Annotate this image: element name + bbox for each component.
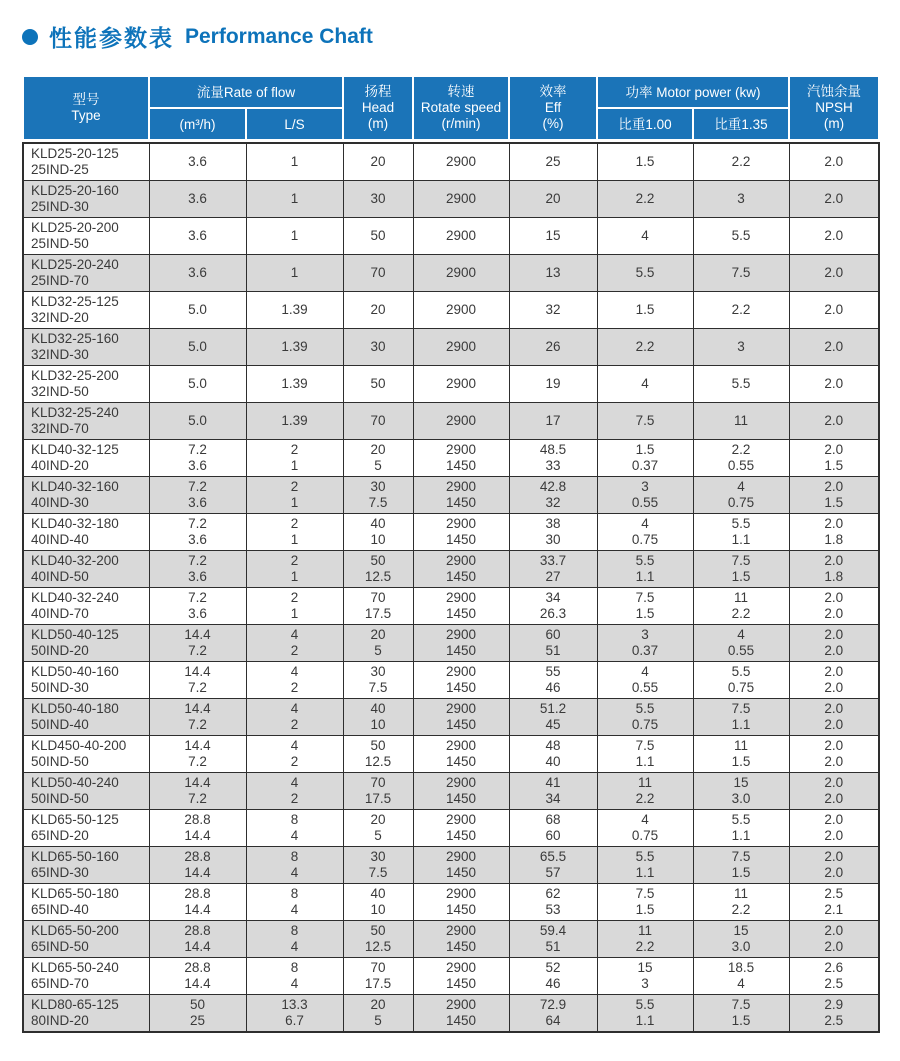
power-sg100-cell: 5.5 1.1 xyxy=(597,551,693,588)
power-sg100-cell: 7.5 xyxy=(597,403,693,440)
table-row xyxy=(23,181,879,218)
col-header-eff-cn: 效率 xyxy=(539,84,567,99)
eff-cell: 20 xyxy=(509,181,597,218)
speed-cell: 2900 1450 xyxy=(413,995,509,1033)
flow-m3h-cell: 28.8 14.4 xyxy=(149,958,246,995)
eff-cell: 17 xyxy=(509,403,597,440)
col-header-eff xyxy=(509,76,597,140)
power-sg135-cell: 4 0.75 xyxy=(693,477,789,514)
table-row xyxy=(23,551,879,588)
power-sg100-cell: 15 3 xyxy=(597,958,693,995)
npsh-cell: 2.0 xyxy=(789,143,879,181)
speed-cell: 2900 xyxy=(413,255,509,292)
table-row xyxy=(23,921,879,958)
flow-m3h-cell: 7.2 3.6 xyxy=(149,477,246,514)
table-row xyxy=(23,588,879,625)
power-sg100-cell: 11 2.2 xyxy=(597,921,693,958)
speed-cell: 2900 1450 xyxy=(413,699,509,736)
flow-ls-cell: 8 4 xyxy=(246,810,343,847)
table-row xyxy=(23,884,879,921)
speed-cell: 2900 xyxy=(413,366,509,403)
flow-ls-cell: 8 4 xyxy=(246,958,343,995)
col-header-eff-en: Eff xyxy=(544,100,562,115)
head-cell: 70 17.5 xyxy=(343,773,413,810)
head-cell: 70 xyxy=(343,255,413,292)
table-row xyxy=(23,292,879,329)
flow-m3h-cell: 5.0 xyxy=(149,403,246,440)
table-row xyxy=(23,995,879,1033)
head-cell: 20 xyxy=(343,292,413,329)
head-cell: 70 xyxy=(343,403,413,440)
eff-cell: 38 30 xyxy=(509,514,597,551)
power-sg100-cell: 4 0.55 xyxy=(597,662,693,699)
head-cell: 50 xyxy=(343,366,413,403)
speed-cell: 2900 xyxy=(413,329,509,366)
power-sg135-cell: 11 2.2 xyxy=(693,884,789,921)
col-header-head-unit: (m) xyxy=(367,116,389,131)
data-table xyxy=(22,142,880,1033)
flow-ls-cell: 8 4 xyxy=(246,921,343,958)
power-sg135-cell: 15 3.0 xyxy=(693,773,789,810)
head-cell: 70 17.5 xyxy=(343,588,413,625)
table-row xyxy=(23,773,879,810)
model-cell: KLD450-40-200 50IND-50 xyxy=(23,736,149,773)
model-cell: KLD40-32-180 40IND-40 xyxy=(23,514,149,551)
power-sg135-cell: 7.5 xyxy=(693,255,789,292)
head-cell: 30 xyxy=(343,329,413,366)
flow-ls-cell: 1.39 xyxy=(246,403,343,440)
power-sg135-cell: 2.2 0.55 xyxy=(693,440,789,477)
col-header-speed xyxy=(413,76,509,140)
power-sg100-cell: 1.5 0.37 xyxy=(597,440,693,477)
col-header-eff-unit: (%) xyxy=(542,116,564,131)
power-sg135-cell: 4 0.55 xyxy=(693,625,789,662)
speed-cell: 2900 1450 xyxy=(413,551,509,588)
npsh-cell: 2.0 2.0 xyxy=(789,736,879,773)
title-english: Performance Chaft xyxy=(185,24,373,48)
eff-cell: 52 46 xyxy=(509,958,597,995)
head-cell: 50 12.5 xyxy=(343,921,413,958)
col-header-head-en: Head xyxy=(361,100,395,115)
npsh-cell: 2.0 xyxy=(789,255,879,292)
eff-cell: 15 xyxy=(509,218,597,255)
bullet-icon xyxy=(22,29,38,45)
power-sg135-cell: 2.2 xyxy=(693,292,789,329)
col-header-npsh-unit: (m) xyxy=(823,116,845,131)
model-cell: KLD40-32-160 40IND-30 xyxy=(23,477,149,514)
head-cell: 40 10 xyxy=(343,699,413,736)
power-sg135-cell: 2.2 xyxy=(693,143,789,181)
flow-m3h-cell: 14.4 7.2 xyxy=(149,625,246,662)
speed-cell: 2900 1450 xyxy=(413,625,509,662)
flow-ls-cell: 8 4 xyxy=(246,884,343,921)
table-row xyxy=(23,514,879,551)
model-cell: KLD65-50-200 65IND-50 xyxy=(23,921,149,958)
flow-ls-cell: 13.3 6.7 xyxy=(246,995,343,1033)
col-header-speed-en: Rotate speed xyxy=(420,100,502,115)
power-sg135-cell: 5.5 1.1 xyxy=(693,514,789,551)
power-sg135-cell: 3 xyxy=(693,329,789,366)
flow-ls-cell: 2 1 xyxy=(246,440,343,477)
npsh-cell: 2.6 2.5 xyxy=(789,958,879,995)
head-cell: 50 12.5 xyxy=(343,736,413,773)
flow-m3h-cell: 28.8 14.4 xyxy=(149,847,246,884)
head-cell: 30 7.5 xyxy=(343,847,413,884)
power-sg100-cell: 4 xyxy=(597,366,693,403)
col-header-npsh-cn: 汽蚀余量 xyxy=(807,84,862,99)
power-sg100-cell: 2.2 xyxy=(597,329,693,366)
model-cell: KLD40-32-125 40IND-20 xyxy=(23,440,149,477)
npsh-cell: 2.0 2.0 xyxy=(789,921,879,958)
power-sg135-cell: 5.5 0.75 xyxy=(693,662,789,699)
speed-cell: 2900 1450 xyxy=(413,921,509,958)
table-row xyxy=(23,366,879,403)
eff-cell: 48.5 33 xyxy=(509,440,597,477)
table-row xyxy=(23,329,879,366)
head-cell: 50 xyxy=(343,218,413,255)
table-row xyxy=(23,403,879,440)
flow-ls-cell: 8 4 xyxy=(246,847,343,884)
eff-cell: 65.5 57 xyxy=(509,847,597,884)
power-sg100-cell: 1.5 xyxy=(597,143,693,181)
flow-ls-cell: 1 xyxy=(246,143,343,181)
col-header-head-cn: 扬程 xyxy=(364,84,392,99)
model-cell: KLD32-25-160 32IND-30 xyxy=(23,329,149,366)
power-sg135-cell: 5.5 xyxy=(693,366,789,403)
head-cell: 30 7.5 xyxy=(343,662,413,699)
speed-cell: 2900 1450 xyxy=(413,662,509,699)
npsh-cell: 2.0 2.0 xyxy=(789,810,879,847)
flow-m3h-cell: 7.2 3.6 xyxy=(149,588,246,625)
flow-m3h-cell: 5.0 xyxy=(149,329,246,366)
model-cell: KLD32-25-125 32IND-20 xyxy=(23,292,149,329)
power-sg135-cell: 7.5 1.1 xyxy=(693,699,789,736)
npsh-cell: 2.0 2.0 xyxy=(789,847,879,884)
npsh-cell: 2.0 2.0 xyxy=(789,773,879,810)
model-cell: KLD25-20-125 25IND-25 xyxy=(23,143,149,181)
speed-cell: 2900 1450 xyxy=(413,440,509,477)
flow-m3h-cell: 3.6 xyxy=(149,218,246,255)
model-cell: KLD25-20-200 25IND-50 xyxy=(23,218,149,255)
power-sg100-cell: 2.2 xyxy=(597,181,693,218)
power-sg135-cell: 7.5 1.5 xyxy=(693,995,789,1033)
eff-cell: 62 53 xyxy=(509,884,597,921)
model-cell: KLD65-50-180 65IND-40 xyxy=(23,884,149,921)
npsh-cell: 2.0 2.0 xyxy=(789,588,879,625)
eff-cell: 19 xyxy=(509,366,597,403)
speed-cell: 2900 1450 xyxy=(413,736,509,773)
npsh-cell: 2.0 xyxy=(789,403,879,440)
flow-ls-cell: 1 xyxy=(246,255,343,292)
head-cell: 20 5 xyxy=(343,440,413,477)
flow-ls-cell: 4 2 xyxy=(246,773,343,810)
flow-m3h-cell: 7.2 3.6 xyxy=(149,551,246,588)
power-sg100-cell: 7.5 1.5 xyxy=(597,884,693,921)
eff-cell: 55 46 xyxy=(509,662,597,699)
col-header-speed-unit: (r/min) xyxy=(441,116,481,131)
npsh-cell: 2.0 xyxy=(789,218,879,255)
power-sg100-cell: 4 xyxy=(597,218,693,255)
flow-m3h-cell: 5.0 xyxy=(149,366,246,403)
npsh-cell: 2.0 xyxy=(789,181,879,218)
model-cell: KLD50-40-160 50IND-30 xyxy=(23,662,149,699)
model-cell: KLD50-40-180 50IND-40 xyxy=(23,699,149,736)
table-row xyxy=(23,736,879,773)
model-cell: KLD80-65-125 80IND-20 xyxy=(23,995,149,1033)
col-header-head xyxy=(343,76,413,140)
power-sg135-cell: 7.5 1.5 xyxy=(693,847,789,884)
title-chinese: 性能参数表 xyxy=(49,25,174,51)
speed-cell: 2900 1450 xyxy=(413,810,509,847)
head-cell: 20 xyxy=(343,143,413,181)
eff-cell: 68 60 xyxy=(509,810,597,847)
eff-cell: 48 40 xyxy=(509,736,597,773)
power-sg100-cell: 3 0.55 xyxy=(597,477,693,514)
head-cell: 50 12.5 xyxy=(343,551,413,588)
power-sg100-cell: 5.5 0.75 xyxy=(597,699,693,736)
table-row xyxy=(23,847,879,884)
speed-cell: 2900 1450 xyxy=(413,884,509,921)
flow-m3h-cell: 14.4 7.2 xyxy=(149,662,246,699)
flow-m3h-cell: 28.8 14.4 xyxy=(149,884,246,921)
flow-ls-cell: 1.39 xyxy=(246,329,343,366)
speed-cell: 2900 1450 xyxy=(413,477,509,514)
eff-cell: 34 26.3 xyxy=(509,588,597,625)
npsh-cell: 2.0 xyxy=(789,292,879,329)
table-row xyxy=(23,143,879,181)
table-row xyxy=(23,255,879,292)
power-sg135-cell: 15 3.0 xyxy=(693,921,789,958)
model-cell: KLD65-50-160 65IND-30 xyxy=(23,847,149,884)
power-sg100-cell: 1.5 xyxy=(597,292,693,329)
table-row xyxy=(23,625,879,662)
flow-ls-cell: 1 xyxy=(246,218,343,255)
eff-cell: 13 xyxy=(509,255,597,292)
npsh-cell: 2.0 2.0 xyxy=(789,625,879,662)
power-sg100-cell: 11 2.2 xyxy=(597,773,693,810)
flow-m3h-cell: 7.2 3.6 xyxy=(149,440,246,477)
power-sg135-cell: 5.5 xyxy=(693,218,789,255)
table-row xyxy=(23,662,879,699)
flow-m3h-cell: 14.4 7.2 xyxy=(149,699,246,736)
flow-m3h-cell: 28.8 14.4 xyxy=(149,921,246,958)
col-header-type-cn: 型号 xyxy=(72,92,100,107)
flow-ls-cell: 2 1 xyxy=(246,477,343,514)
eff-cell: 59.4 51 xyxy=(509,921,597,958)
col-header-npsh-en: NPSH xyxy=(815,100,853,115)
flow-m3h-cell: 3.6 xyxy=(149,143,246,181)
power-sg135-cell: 11 1.5 xyxy=(693,736,789,773)
power-sg100-cell: 7.5 1.5 xyxy=(597,588,693,625)
speed-cell: 2900 xyxy=(413,143,509,181)
flow-ls-cell: 2 1 xyxy=(246,588,343,625)
power-sg100-cell: 5.5 1.1 xyxy=(597,847,693,884)
col-header-flow: 流量Rate of flow xyxy=(149,76,343,108)
page-title xyxy=(0,0,900,53)
npsh-cell: 2.0 1.5 xyxy=(789,477,879,514)
flow-ls-cell: 4 2 xyxy=(246,736,343,773)
head-cell: 20 5 xyxy=(343,625,413,662)
col-header-power-sg100: 比重1.00 xyxy=(597,108,693,140)
head-cell: 30 7.5 xyxy=(343,477,413,514)
power-sg100-cell: 5.5 xyxy=(597,255,693,292)
col-header-power-sg135: 比重1.35 xyxy=(693,108,789,140)
flow-m3h-cell: 28.8 14.4 xyxy=(149,810,246,847)
power-sg100-cell: 7.5 1.1 xyxy=(597,736,693,773)
flow-m3h-cell: 3.6 xyxy=(149,181,246,218)
eff-cell: 32 xyxy=(509,292,597,329)
table-row xyxy=(23,810,879,847)
flow-ls-cell: 1 xyxy=(246,181,343,218)
npsh-cell: 2.0 1.8 xyxy=(789,514,879,551)
flow-m3h-cell: 14.4 7.2 xyxy=(149,773,246,810)
flow-m3h-cell: 50 25 xyxy=(149,995,246,1033)
eff-cell: 42.8 32 xyxy=(509,477,597,514)
head-cell: 40 10 xyxy=(343,884,413,921)
speed-cell: 2900 1450 xyxy=(413,773,509,810)
npsh-cell: 2.0 1.8 xyxy=(789,551,879,588)
flow-ls-cell: 2 1 xyxy=(246,514,343,551)
table-row xyxy=(23,699,879,736)
eff-cell: 72.9 64 xyxy=(509,995,597,1033)
flow-ls-cell: 2 1 xyxy=(246,551,343,588)
flow-ls-cell: 4 2 xyxy=(246,625,343,662)
npsh-cell: 2.0 xyxy=(789,366,879,403)
eff-cell: 51.2 45 xyxy=(509,699,597,736)
power-sg135-cell: 7.5 1.5 xyxy=(693,551,789,588)
eff-cell: 25 xyxy=(509,143,597,181)
model-cell: KLD32-25-200 32IND-50 xyxy=(23,366,149,403)
speed-cell: 2900 1450 xyxy=(413,514,509,551)
flow-m3h-cell: 14.4 7.2 xyxy=(149,736,246,773)
power-sg135-cell: 18.5 4 xyxy=(693,958,789,995)
npsh-cell: 2.0 2.0 xyxy=(789,662,879,699)
npsh-cell: 2.0 2.0 xyxy=(789,699,879,736)
col-header-type-en: Type xyxy=(71,108,101,123)
col-header-power: 功率 Motor power (kw) xyxy=(597,76,789,108)
eff-cell: 33.7 27 xyxy=(509,551,597,588)
table-row xyxy=(23,477,879,514)
flow-ls-cell: 1.39 xyxy=(246,292,343,329)
power-sg135-cell: 3 xyxy=(693,181,789,218)
head-cell: 20 5 xyxy=(343,810,413,847)
power-sg100-cell: 4 0.75 xyxy=(597,514,693,551)
col-header-npsh xyxy=(789,76,879,140)
table-row xyxy=(23,218,879,255)
power-sg135-cell: 11 xyxy=(693,403,789,440)
flow-m3h-cell: 7.2 3.6 xyxy=(149,514,246,551)
speed-cell: 2900 1450 xyxy=(413,588,509,625)
model-cell: KLD40-32-240 40IND-70 xyxy=(23,588,149,625)
speed-cell: 2900 xyxy=(413,403,509,440)
eff-cell: 26 xyxy=(509,329,597,366)
flow-ls-cell: 1.39 xyxy=(246,366,343,403)
model-cell: KLD32-25-240 32IND-70 xyxy=(23,403,149,440)
table-row xyxy=(23,958,879,995)
npsh-cell: 2.5 2.1 xyxy=(789,884,879,921)
head-cell: 20 5 xyxy=(343,995,413,1033)
speed-cell: 2900 1450 xyxy=(413,847,509,884)
model-cell: KLD25-20-160 25IND-30 xyxy=(23,181,149,218)
flow-m3h-cell: 3.6 xyxy=(149,255,246,292)
table-row xyxy=(23,440,879,477)
col-header-speed-cn: 转速 xyxy=(447,84,475,99)
eff-cell: 60 51 xyxy=(509,625,597,662)
power-sg100-cell: 3 0.37 xyxy=(597,625,693,662)
col-header-type xyxy=(23,76,149,140)
head-cell: 30 xyxy=(343,181,413,218)
power-sg100-cell: 4 0.75 xyxy=(597,810,693,847)
npsh-cell: 2.0 xyxy=(789,329,879,366)
model-cell: KLD65-50-240 65IND-70 xyxy=(23,958,149,995)
table-body xyxy=(23,143,879,1032)
model-cell: KLD50-40-240 50IND-50 xyxy=(23,773,149,810)
model-cell: KLD25-20-240 25IND-70 xyxy=(23,255,149,292)
npsh-cell: 2.0 1.5 xyxy=(789,440,879,477)
flow-ls-cell: 4 2 xyxy=(246,699,343,736)
model-cell: KLD65-50-125 65IND-20 xyxy=(23,810,149,847)
flow-m3h-cell: 5.0 xyxy=(149,292,246,329)
power-sg100-cell: 5.5 1.1 xyxy=(597,995,693,1033)
col-header-flow-m3h: (m³/h) xyxy=(149,108,246,140)
speed-cell: 2900 1450 xyxy=(413,958,509,995)
npsh-cell: 2.9 2.5 xyxy=(789,995,879,1033)
speed-cell: 2900 xyxy=(413,218,509,255)
speed-cell: 2900 xyxy=(413,292,509,329)
table-header xyxy=(22,75,880,141)
model-cell: KLD40-32-200 40IND-50 xyxy=(23,551,149,588)
col-header-flow-ls: L/S xyxy=(246,108,343,140)
speed-cell: 2900 xyxy=(413,181,509,218)
head-cell: 70 17.5 xyxy=(343,958,413,995)
eff-cell: 41 34 xyxy=(509,773,597,810)
head-cell: 40 10 xyxy=(343,514,413,551)
power-sg135-cell: 5.5 1.1 xyxy=(693,810,789,847)
flow-ls-cell: 4 2 xyxy=(246,662,343,699)
model-cell: KLD50-40-125 50IND-20 xyxy=(23,625,149,662)
performance-table xyxy=(22,75,878,1033)
power-sg135-cell: 11 2.2 xyxy=(693,588,789,625)
